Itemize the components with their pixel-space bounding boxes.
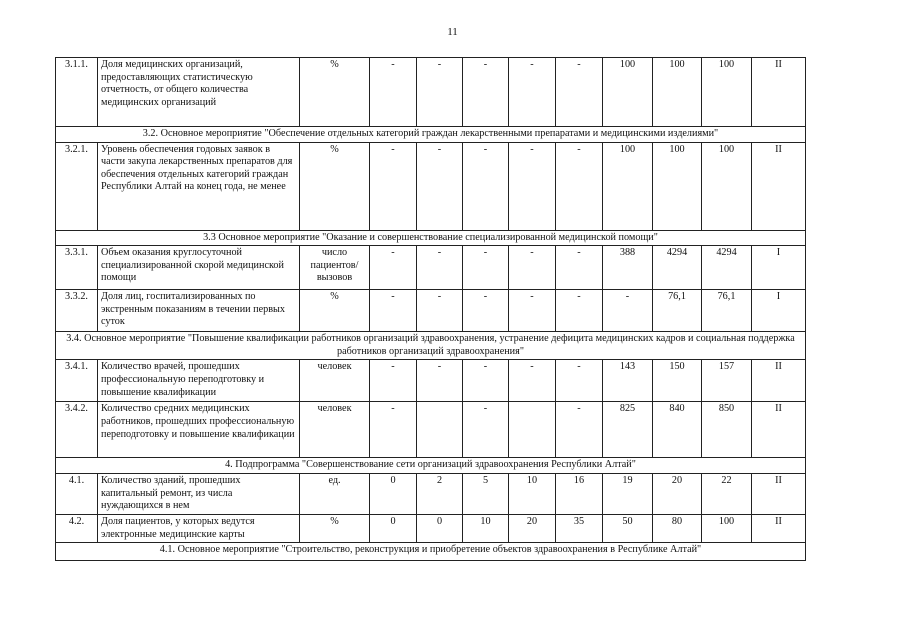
unit-of-measure: %	[300, 58, 370, 127]
indicators-table	[55, 57, 806, 561]
indicator-value: -	[370, 360, 417, 402]
indicator-value: 10	[509, 473, 556, 514]
indicator-name: Объем оказания круглосуточной специализированной скорой медицинской помощи	[98, 246, 300, 290]
unit-of-measure: ед.	[300, 473, 370, 514]
indicator-value: -	[417, 246, 463, 290]
indicator-value: 100	[702, 58, 752, 127]
indicator-value: -	[463, 290, 509, 332]
indicator-value: -	[556, 142, 603, 230]
indicator-value: 150	[653, 360, 702, 402]
indicator-category: II	[752, 360, 806, 402]
indicator-value: -	[556, 290, 603, 332]
indicator-value: -	[509, 360, 556, 402]
indicator-category: II	[752, 58, 806, 127]
table-body	[56, 58, 806, 561]
table-row	[56, 290, 806, 332]
indicator-category: I	[752, 290, 806, 332]
unit-of-measure: %	[300, 290, 370, 332]
indicator-number: 3.3.1.	[56, 246, 98, 290]
indicator-value: -	[509, 246, 556, 290]
indicator-value: 16	[556, 473, 603, 514]
indicator-value: -	[463, 246, 509, 290]
indicator-value: 20	[509, 514, 556, 542]
section-heading: 3.4. Основное мероприятие "Повышение квалификации работников организаций здравоохранения, устранение дефицита медицинских кадров и социальная поддержка работников организаций здравоохранения"	[56, 332, 806, 360]
section-heading-row	[56, 542, 806, 560]
indicator-value: 825	[603, 402, 653, 458]
unit-of-measure: %	[300, 514, 370, 542]
unit-of-measure: человек	[300, 360, 370, 402]
table-row	[56, 473, 806, 514]
indicator-value: 157	[702, 360, 752, 402]
indicator-number: 3.4.2.	[56, 402, 98, 458]
indicator-value: -	[370, 58, 417, 127]
table-row	[56, 360, 806, 402]
indicator-value: 0	[370, 473, 417, 514]
indicator-value: 850	[702, 402, 752, 458]
indicator-number: 3.1.1.	[56, 58, 98, 127]
indicator-value: -	[417, 290, 463, 332]
indicator-value: 76,1	[653, 290, 702, 332]
indicator-number: 3.2.1.	[56, 142, 98, 230]
table-row	[56, 246, 806, 290]
indicator-value: 4294	[702, 246, 752, 290]
indicator-value: -	[417, 58, 463, 127]
indicator-number: 4.1.	[56, 473, 98, 514]
indicator-value	[417, 402, 463, 458]
page-number: 11	[447, 26, 458, 38]
indicator-value: -	[556, 402, 603, 458]
indicator-value: -	[509, 142, 556, 230]
indicator-name: Количество зданий, прошедших капитальный ремонт, из числа нуждающихся в нем	[98, 473, 300, 514]
indicator-value: 100	[702, 514, 752, 542]
indicator-value: 100	[653, 142, 702, 230]
indicator-value: 22	[702, 473, 752, 514]
indicator-value: 19	[603, 473, 653, 514]
indicator-value: -	[463, 360, 509, 402]
indicator-value: 50	[603, 514, 653, 542]
indicator-value: 0	[417, 514, 463, 542]
indicator-value: -	[463, 58, 509, 127]
indicator-category: II	[752, 402, 806, 458]
section-heading: 4. Подпрограмма "Совершенствование сети организаций здравоохранения Республики Алтай"	[56, 458, 806, 474]
indicator-value: 0	[370, 514, 417, 542]
indicator-value: -	[370, 142, 417, 230]
indicator-value: 4294	[653, 246, 702, 290]
section-heading-row	[56, 458, 806, 474]
indicator-value: -	[509, 290, 556, 332]
indicator-value	[509, 402, 556, 458]
indicator-name: Количество средних медицинских работников, прошедших профессиональную переподготовку и повышение квалификации	[98, 402, 300, 458]
section-heading-row	[56, 127, 806, 143]
indicator-name: Доля медицинских организаций, предоставляющих статистическую отчетность, от общего количества медицинских организаций	[98, 58, 300, 127]
indicator-value: -	[556, 360, 603, 402]
indicator-category: II	[752, 142, 806, 230]
indicator-value: -	[417, 142, 463, 230]
unit-of-measure: человек	[300, 402, 370, 458]
section-heading: 4.1. Основное мероприятие "Строительство, реконструкция и приобретение объектов здравоохранения в Республике Алтай"	[56, 542, 806, 560]
indicator-value: 100	[702, 142, 752, 230]
unit-of-measure: число пациентов/ вызовов	[300, 246, 370, 290]
indicator-category: II	[752, 514, 806, 542]
indicator-value: -	[556, 246, 603, 290]
indicator-name: Уровень обеспечения годовых заявок в части закупа лекарственных препаратов для обеспечения отдельных категорий граждан Республики Алтай на конец года, не менее	[98, 142, 300, 230]
indicator-category: II	[752, 473, 806, 514]
indicator-value: 100	[603, 58, 653, 127]
indicator-value: 35	[556, 514, 603, 542]
indicator-value: 143	[603, 360, 653, 402]
indicator-number: 4.2.	[56, 514, 98, 542]
indicator-value: 80	[653, 514, 702, 542]
indicator-value: -	[556, 58, 603, 127]
indicator-value: 2	[417, 473, 463, 514]
table-row	[56, 142, 806, 230]
indicator-value: -	[417, 360, 463, 402]
indicator-value: -	[509, 58, 556, 127]
indicator-name: Количество врачей, прошедших профессиональную переподготовку и повышение квалификации	[98, 360, 300, 402]
indicator-value: 388	[603, 246, 653, 290]
indicator-value: -	[370, 246, 417, 290]
indicator-value: 840	[653, 402, 702, 458]
indicator-value: -	[463, 402, 509, 458]
section-heading: 3.2. Основное мероприятие "Обеспечение отдельных категорий граждан лекарственными препаратами и медицинскими изделиями"	[56, 127, 806, 143]
indicator-value: 5	[463, 473, 509, 514]
indicator-value: -	[370, 290, 417, 332]
indicator-name: Доля пациентов, у которых ведутся электронные медицинские карты	[98, 514, 300, 542]
indicator-value: 20	[653, 473, 702, 514]
table-row	[56, 58, 806, 127]
indicator-value: -	[370, 402, 417, 458]
section-heading: 3.3 Основное мероприятие "Оказание и совершенствование специализированной медицинской помощи"	[56, 230, 806, 246]
indicator-value: 10	[463, 514, 509, 542]
table-row	[56, 402, 806, 458]
indicator-value: 100	[653, 58, 702, 127]
indicator-value: -	[463, 142, 509, 230]
section-heading-row	[56, 230, 806, 246]
table-row	[56, 514, 806, 542]
section-heading-row	[56, 332, 806, 360]
indicator-name: Доля лиц, госпитализированных по экстренным показаниям в течении первых суток	[98, 290, 300, 332]
indicator-number: 3.4.1.	[56, 360, 98, 402]
indicator-value: 100	[603, 142, 653, 230]
indicator-value: -	[603, 290, 653, 332]
indicator-category: I	[752, 246, 806, 290]
indicator-number: 3.3.2.	[56, 290, 98, 332]
indicator-value: 76,1	[702, 290, 752, 332]
unit-of-measure: %	[300, 142, 370, 230]
